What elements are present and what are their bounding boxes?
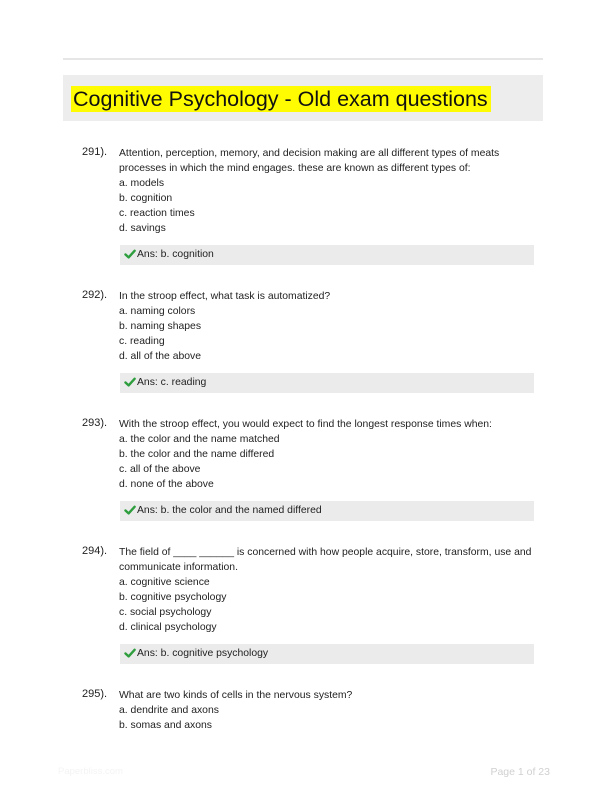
answer-box [120,501,534,521]
option-a: a. models [119,178,165,189]
question-text-line: What are two kinds of cells in the nervous system? [119,690,353,701]
question-text-line: With the stroop effect, you would expect to find the longest response times when: [119,419,492,430]
option-d: d. clinical psychology [119,622,217,633]
option-b: b. cognition [119,193,173,204]
question-number: 293). [82,417,108,429]
option-c: c. reaction times [119,208,195,219]
page-title: Cognitive Psychology - Old exam questions [71,86,491,112]
option-c: c. reading [119,336,165,347]
top-divider [63,58,543,60]
option-b: b. somas and axons [119,720,212,731]
answer-text: Ans: b. cognition [137,249,214,260]
option-a: a. the color and the name matched [119,434,280,445]
option-c: c. all of the above [119,464,201,475]
option-b: b. the color and the name differed [119,449,275,460]
check-icon [124,248,136,260]
question-body [119,146,537,236]
question-body [119,417,537,492]
answer-box [120,644,534,664]
check-icon [124,647,136,659]
question-body [119,289,537,364]
check-icon [124,376,136,388]
question-text-line: In the stroop effect, what task is automatized? [119,291,331,302]
question-text-line: Attention, perception, memory, and decision making are all different types of meats [119,148,500,159]
question-number: 292). [82,289,108,301]
answer-text: Ans: b. cognitive psychology [137,648,269,659]
check-icon [124,504,136,516]
option-d: d. none of the above [119,479,214,490]
option-c: c. social psychology [119,607,212,618]
question-text-line: The field of ____ ______ is concerned with how people acquire, store, transform, use and [119,547,532,558]
option-a: a. naming colors [119,306,196,317]
question-body [119,688,537,733]
answer-box [120,373,534,393]
question-number: 295). [82,688,108,700]
answer-text: Ans: c. reading [137,377,207,388]
answer-text: Ans: b. the color and the named differed [137,505,322,516]
page-number: Page 1 of 23 [490,766,550,778]
question-body [119,545,537,635]
answer-box [120,245,534,265]
option-a: a. cognitive science [119,577,210,588]
option-d: d. savings [119,223,166,234]
question-text-line: processes in which the mind engages. these are known as different types of: [119,163,471,174]
option-a: a. dendrite and axons [119,705,219,716]
option-b: b. naming shapes [119,321,202,332]
option-d: d. all of the above [119,351,202,362]
question-text-line: communicate information. [119,562,238,573]
question-number: 294). [82,545,108,557]
option-b: b. cognitive psychology [119,592,227,603]
question-number: 291). [82,146,108,158]
footer-site-watermark: Paperbliss.com [58,766,123,777]
